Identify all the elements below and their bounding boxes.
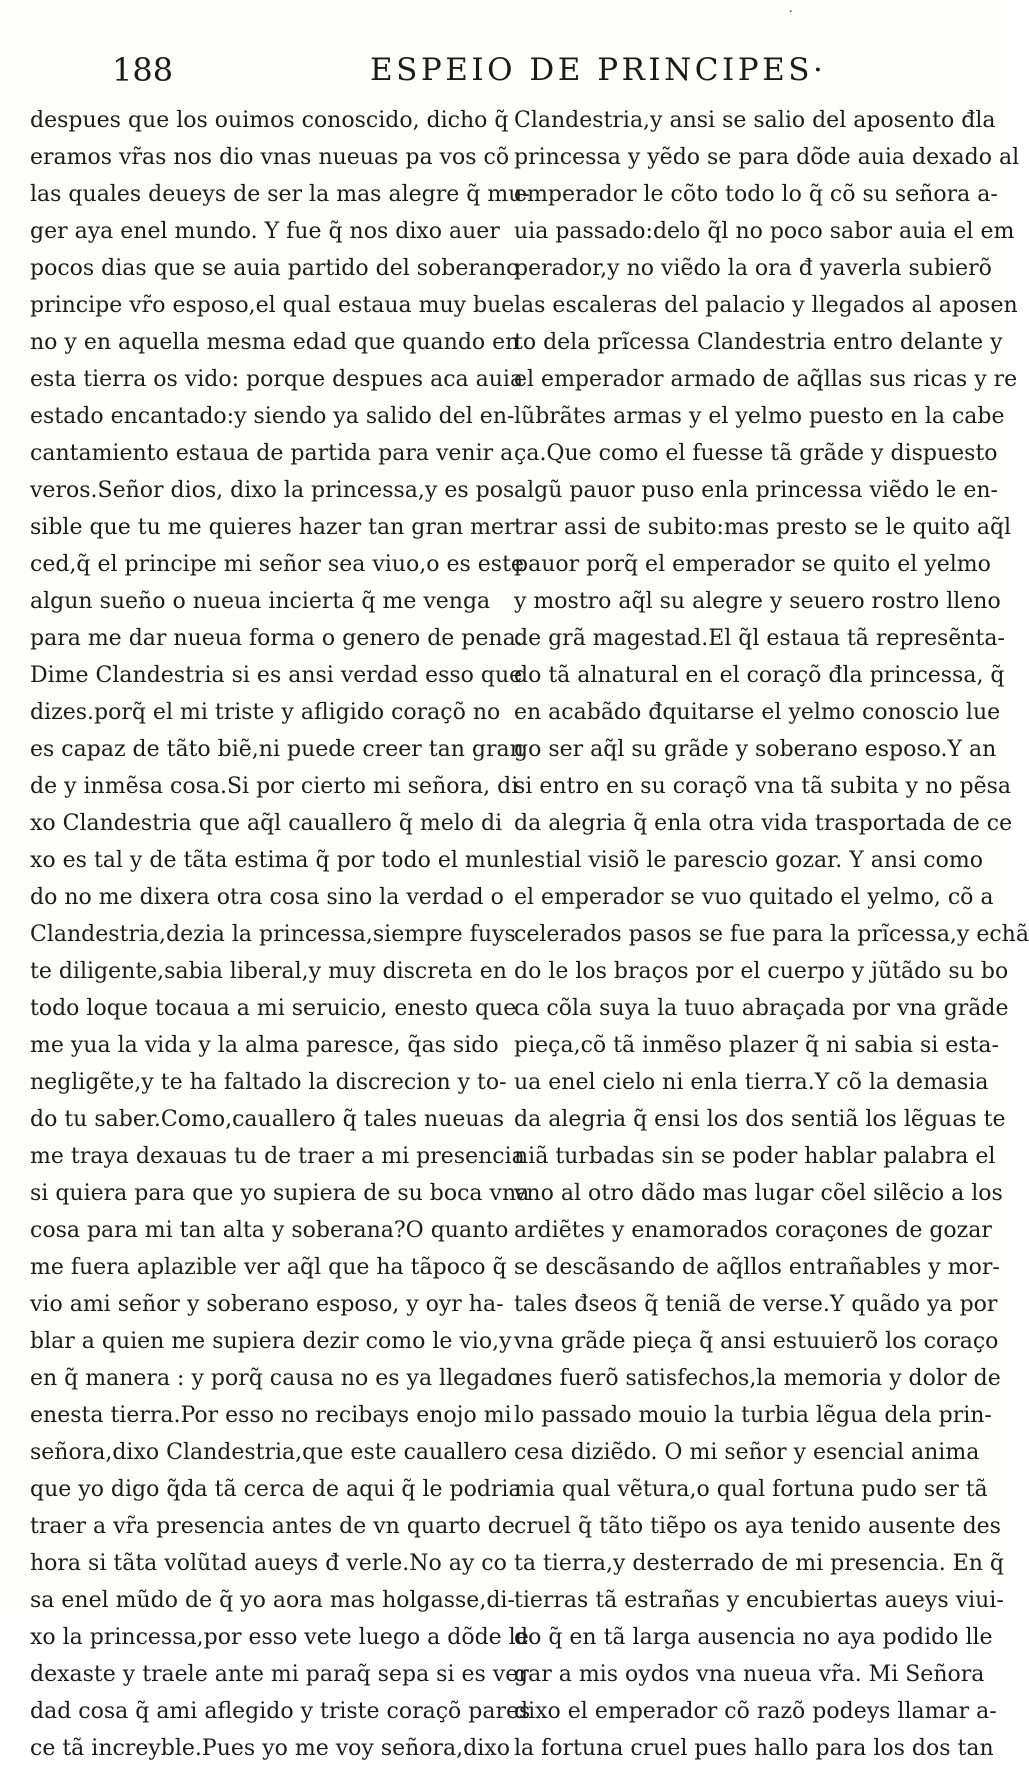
right-column-line: da alegria q̃ enla otra vida trasportada de ce: [514, 811, 1013, 836]
left-column-line: que yo digo q̃da tã cerca de aqui q̃ le podria: [30, 1477, 522, 1502]
left-column-line: las quales deueys de ser la mas alegre q̃ mu-: [30, 182, 530, 207]
right-text-column: [514, 102, 1029, 1767]
left-column-line: hora si tãta volũtad aueys đ verle.No ay co: [30, 1551, 507, 1576]
left-column-line: Clandestria,dezia la princessa,siempre fuys: [30, 922, 516, 947]
left-column-line: xo Clandestria que aq̃l cauallero q̃ melo di: [30, 811, 503, 836]
left-column-line: ced,q̃ el principe mi señor sea viuo,o es este: [30, 552, 524, 577]
left-column-line: dexaste y traele ante mi paraq̃ sepa si es ver: [30, 1662, 529, 1687]
left-column-line: para me dar nueua forma o genero de pena.: [30, 626, 523, 651]
left-column-line: do tu saber.Como,cauallero q̃ tales nueuas: [30, 1107, 504, 1132]
left-column-line: todo loque tocaua a mi seruicio, enesto que: [30, 996, 517, 1021]
right-column-line: celerados pasos se fue para la prĩcessa,y echã: [514, 922, 1029, 947]
right-column-line: gar a mis oydos vna nueua vr̃a. Mi Señora: [514, 1662, 985, 1687]
left-column-line: me fuera aplazible ver aq̃l que ha tãpoco q̃: [30, 1255, 507, 1280]
left-column-line: cosa para mi tan alta y soberana?O quanto: [30, 1218, 509, 1243]
left-column-line: enesta tierra.Por esso no recibays enojo mi: [30, 1403, 512, 1428]
right-column-line: en acabãdo đquitarse el yelmo conoscio lue: [514, 700, 1001, 725]
left-column-line: eramos vr̃as nos dio vnas nueuas pa vos cõ: [30, 145, 510, 170]
right-column-line: to dela prĩcessa Clandestria entro delante y: [514, 330, 1003, 355]
right-column-line: perador,y no viẽdo la ora đ yaverla subierõ: [514, 256, 992, 281]
left-column-line: dad cosa q̃ ami aflegido y triste coraçõ pares: [30, 1699, 531, 1724]
right-column-line: cesa diziẽdo. O mi señor y esencial anima: [514, 1440, 980, 1465]
right-column-line: niã turbadas sin se poder hablar palabra el: [514, 1144, 996, 1169]
left-column-line: veros.Señor dios, dixo la princessa,y es pos: [30, 478, 515, 503]
right-column-line: se descãsando de aq̃llos entrañables y mor-: [514, 1255, 1000, 1280]
right-column-line: dixo el emperador cõ razõ podeys llamar a-: [514, 1699, 997, 1724]
left-column-line: xo es tal y de tãta estima q̃ por todo el mun: [30, 848, 515, 873]
left-column-line: do no me dixera otra cosa sino la verdad o: [30, 885, 504, 910]
left-column-line: dizes.porq̃ el mi triste y afligido coraçõ no: [30, 700, 501, 725]
right-column-line: vna grãde pieça q̃ ansi estuuierõ los coraço: [514, 1329, 999, 1354]
right-column-line: tierras tã estrañas y encubiertas aueys viui-: [514, 1588, 1004, 1613]
left-column-line: sible que tu me quieres hazer tan gran mer: [30, 515, 515, 540]
right-column-line: da alegria q̃ ensi los dos sentiã los lẽguas te: [514, 1107, 1006, 1132]
right-column-line: do q̃ en tã larga ausencia no aya podido lle: [514, 1625, 993, 1650]
right-column-line: la fortuna cruel pues hallo para los dos tan: [514, 1736, 994, 1761]
right-column-line: emperador le cõto todo lo q̃ cõ su señora a-: [514, 182, 998, 207]
right-column-line: lestial visiõ le parescio gozar. Y ansi como: [514, 848, 983, 873]
right-column-line: las escaleras del palacio y llegados al aposen: [514, 293, 1018, 318]
page-number: 188: [112, 51, 174, 89]
left-column-line: estado encantado:y siendo ya salido del en-: [30, 404, 515, 429]
right-column-line: ua enel cielo ni enla tierra.Y cõ la demasia: [514, 1070, 989, 1095]
right-column-line: ca cõla suya la tuuo abraçada por vna grãde: [514, 996, 1009, 1021]
right-column-line: trar assi de subito:mas presto se le quito aq̃l: [514, 515, 1012, 540]
right-column-line: cruel q̃ tãto tiẽpo os aya tenido ausente des: [514, 1514, 1001, 1539]
right-column-line: ta tierra,y desterrado de mi presencia. En q̃: [514, 1551, 1004, 1576]
left-column-line: pocos dias que se auia partido del soberano: [30, 256, 520, 281]
left-column-line: negligẽte,y te ha faltado la discrecion y to-: [30, 1070, 507, 1095]
corner-mark: ·: [788, 4, 794, 20]
left-column-line: xo la princessa,por esso vete luego a dõde le: [30, 1625, 529, 1650]
left-column-line: en q̃ manera : y porq̃ causa no es ya llegado: [30, 1366, 521, 1391]
right-column-line: y mostro aq̃l su alegre y seuero rostro lleno: [514, 589, 1001, 614]
left-column-line: cantamiento estaua de partida para venir a: [30, 441, 514, 466]
right-column-line: lũbrãtes armas y el yelmo puesto en la cabe: [514, 404, 1005, 429]
left-column-line: señora,dixo Clandestria,que este cauallero: [30, 1440, 508, 1465]
right-column-line: algũ pauor puso enla princessa viẽdo le en-: [514, 478, 998, 503]
right-column-line: ardiẽtes y enamorados coraçones de gozar: [514, 1218, 992, 1243]
running-head: ESPEIO DE PRINCIPES·: [370, 52, 827, 88]
left-column-line: traer a vr̃a presencia antes de vn quarto de: [30, 1514, 515, 1539]
right-column-line: el emperador armado de aq̃llas sus ricas y re: [514, 367, 1018, 392]
left-column-line: es capaz de tãto biẽ,ni puede creer tan gran: [30, 737, 524, 762]
right-column-line: lo passado mouio la turbia lẽgua dela prin-: [514, 1403, 992, 1428]
left-column-line: algun sueño o nueua incierta q̃ me venga: [30, 589, 491, 614]
left-column-line: vio ami señor y soberano esposo, y oyr ha-: [30, 1292, 504, 1317]
left-column-line: esta tierra os vido: porque despues aca auia: [30, 367, 524, 392]
left-column-line: ger aya enel mundo. Y fue q̃ nos dixo auer: [30, 219, 500, 244]
left-column-line: sa enel mũdo de q̃ yo aora mas holgasse,di-: [30, 1588, 515, 1613]
left-column-line: me yua la vida y la alma paresce, q̃as sido: [30, 1033, 499, 1058]
right-column-line: si entro en su coraçõ vna tã subita y no pẽsa: [514, 774, 1012, 799]
right-column-line: pieça,cõ tã inmẽso plazer q̃ ni sabia si esta-: [514, 1033, 999, 1058]
right-column-line: do le los braços por el cuerpo y jũtãdo su bo: [514, 959, 1009, 984]
right-column-line: el emperador se vuo quitado el yelmo, cõ a: [514, 885, 994, 910]
left-column-line: principe vr̃o esposo,el qual estaua muy bue: [30, 293, 515, 318]
right-column-line: de grã magestad.El q̃l estaua tã represẽnta-: [514, 626, 1005, 651]
right-column-line: ça.Que como el fuesse tã grãde y dispuesto: [514, 441, 998, 466]
right-column-line: mia qual vẽtura,o qual fortuna pudo ser tã: [514, 1477, 988, 1502]
right-column-line: princessa y yẽdo se para dõde auia dexado al: [514, 145, 1020, 170]
right-column-line: Clandestria,y ansi se salio del aposento đla: [514, 108, 996, 133]
left-column-line: me traya dexauas tu de traer a mi presencia: [30, 1144, 525, 1169]
right-column-line: tales đseos q̃ teniã de verse.Y quãdo ya por: [514, 1292, 998, 1317]
left-text-column: [30, 102, 531, 1767]
right-column-line: pauor porq̃ el emperador se quito el yelmo: [514, 552, 991, 577]
left-column-line: te diligente,sabia liberal,y muy discreta en: [30, 959, 507, 984]
left-column-line: Dime Clandestria si es ansi verdad esso que: [30, 663, 523, 688]
right-column-line: do tã alnatural en el coraçõ đla princessa, q̃: [514, 663, 1005, 688]
left-column-line: despues que los ouimos conoscido, dicho q̃: [30, 108, 509, 133]
left-column-line: blar a quien me supiera dezir como le vio,y: [30, 1329, 512, 1354]
left-column-line: si quiera para que yo supiera de su boca vna: [30, 1181, 530, 1206]
right-column-line: uia passado:delo q̃l no poco sabor auia el em: [514, 219, 1015, 244]
right-column-line: nes fuerõ satisfechos,la memoria y dolor de: [514, 1366, 1001, 1391]
right-column-line: vno al otro dãdo mas lugar cõel silẽcio a los: [514, 1181, 1003, 1206]
left-column-line: ce tã increyble.Pues yo me voy señora,dixo: [30, 1736, 510, 1761]
right-column-line: go ser aq̃l su grãde y soberano esposo.Y an: [514, 737, 997, 762]
left-column-line: de y inmẽsa cosa.Si por cierto mi señora, di: [30, 774, 519, 799]
left-column-line: no y en aquella mesma edad que quando en: [30, 330, 520, 355]
